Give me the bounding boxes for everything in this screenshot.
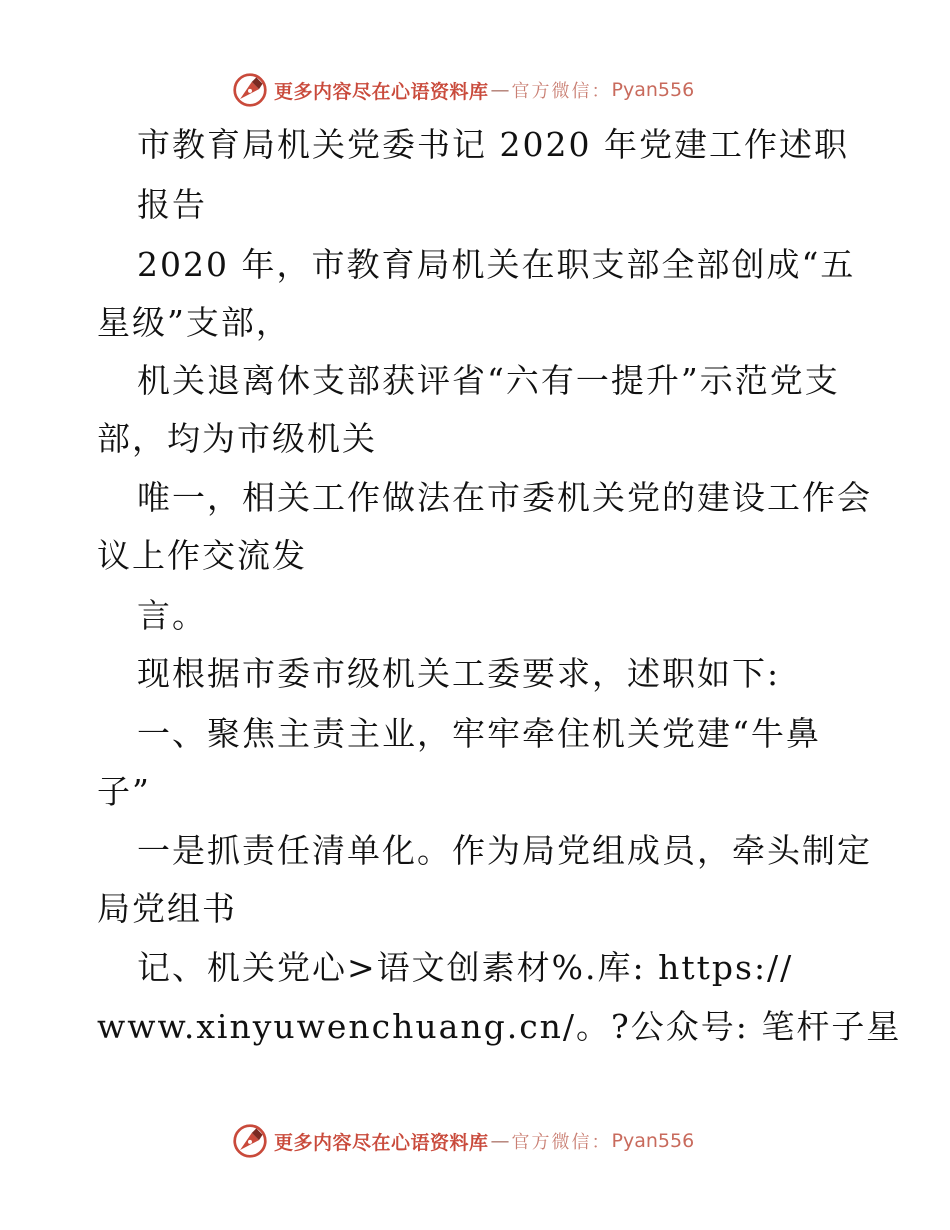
- text-line: 星级”支部，: [97, 303, 291, 342]
- text-line: 报告: [137, 185, 207, 224]
- text-line: 议上作交流发: [97, 536, 307, 575]
- footer-banner: [232, 1121, 694, 1161]
- banner-wechat-label: 官方微信：: [511, 81, 612, 102]
- text-line: 现根据市委市级机关工委要求，述职如下:: [137, 654, 781, 693]
- text-line: 子”: [97, 772, 151, 811]
- text-line: 2020 年，市教育局机关在职支部全部创成“五: [137, 245, 856, 284]
- text-line: 机关退离休支部获评省“六有一提升”示范党支: [137, 361, 840, 400]
- text-line: 记、机关党心>语文创素材%.库: https://: [137, 948, 794, 987]
- text-line: www.xinyuwenchuang.cn/。?公众号: 笔杆子星: [97, 1007, 902, 1046]
- header-banner: [232, 70, 694, 110]
- banner-wechat-label: 官方微信：: [511, 1132, 612, 1153]
- text-line: 唯一，相关工作做法在市委机关党的建设工作会: [137, 478, 872, 517]
- text-line: 局党组书: [97, 889, 237, 928]
- banner-wechat-id: Pyan556: [611, 1130, 695, 1152]
- banner-site-text: 更多内容尽在心语资料库: [274, 80, 489, 103]
- text-line: 一是抓责任清单化。作为局党组成员，牵头制定: [137, 831, 872, 870]
- text-line: 市教育局机关党委书记 2020 年党建工作述职: [137, 125, 849, 164]
- text-line: 言。: [137, 596, 207, 635]
- pen-nib-logo-icon: [232, 1123, 268, 1159]
- text-line: 一、聚焦主责主业，牢牢牵住机关党建“牛鼻: [137, 714, 821, 753]
- banner-dash: —: [490, 79, 510, 101]
- text-line: 部，均为市级机关: [97, 419, 377, 458]
- pen-nib-logo-icon: [232, 72, 268, 108]
- banner-dash: —: [490, 1130, 510, 1152]
- banner-site-text: 更多内容尽在心语资料库: [274, 1131, 489, 1154]
- banner-wechat-id: Pyan556: [611, 79, 695, 101]
